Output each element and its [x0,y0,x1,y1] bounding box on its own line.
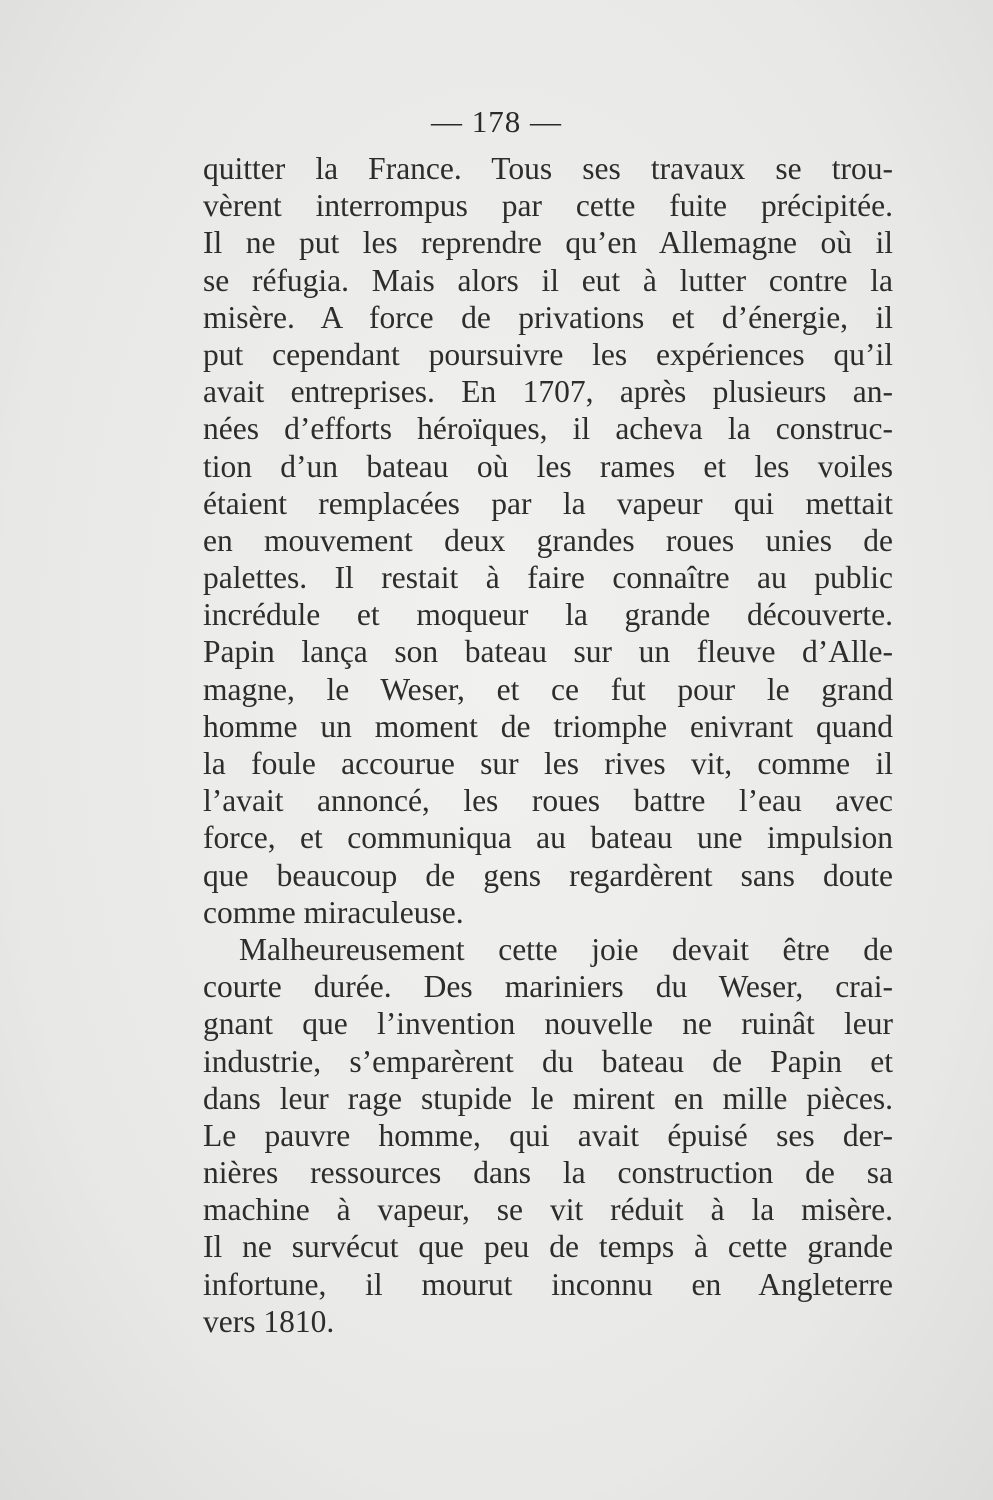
text-line: industrie, s’emparèrent du bateau de Papin et [203,1043,893,1079]
text-line: homme un moment de triomphe enivrant quand [203,708,893,744]
text-line: Malheureusement cette joie devait être de [239,931,893,967]
text-line: tion d’un bateau où les rames et les voiles [203,448,893,484]
text-line: force, et communiqua au bateau une impulsion [203,820,893,856]
text-line: Papin lança son bateau sur un fleuve d’Alle- [203,634,893,670]
text-line: Il ne survécut que peu de temps à cette grande [203,1229,893,1265]
text-line: nières ressources dans la construction de sa [203,1155,893,1191]
text-line: palettes. Il restait à faire connaître au public [203,560,893,596]
text-line: vers 1810. [203,1303,335,1339]
page-number: — 178 — [431,104,562,139]
text-line: avait entreprises. En 1707, après plusieurs an- [203,374,893,410]
text-line: quitter la France. Tous ses travaux se trou- [203,151,893,186]
text-line: put cependant poursuivre les expériences qu’il [203,336,893,372]
text-line: dans leur rage stupide le mirent en mille pièces. [203,1080,893,1116]
text-line: se réfugia. Mais alors il eut à lutter contre la [203,262,893,298]
paragraph-1 [203,150,893,931]
paragraph-2 [203,931,893,1340]
text-line: que beaucoup de gens regardèrent sans doute [203,857,893,893]
text-line: incrédule et moqueur la grande découverte. [203,597,893,633]
text-line: gnant que l’invention nouvelle ne ruinât leur [203,1006,893,1042]
text-line: la foule accourue sur les rives vit, comme il [203,746,893,781]
text-line: Le pauvre homme, qui avait épuisé ses der- [203,1117,893,1153]
text-line: comme miraculeuse. [203,894,464,930]
text-line: l’avait annoncé, les roues battre l’eau avec [203,783,893,819]
text-line: en mouvement deux grandes roues unies de [203,522,893,558]
text-line: magne, le Weser, et ce fut pour le grand [203,671,893,707]
body-text [203,150,893,1340]
text-line: infortune, il mourut inconnu en Angleterre [203,1266,893,1302]
text-line: vèrent interrompus par cette fuite précipitée. [203,188,893,224]
text-line: machine à vapeur, se vit réduit à la misère. [203,1192,893,1228]
text-line: courte durée. Des mariniers du Weser, crai- [203,969,893,1005]
text-line: misère. A force de privations et d’énergie, il [203,299,893,335]
text-line: nées d’efforts héroïques, il acheva la construc- [203,411,893,447]
text-line: Il ne put les reprendre qu’en Allemagne où il [203,225,893,261]
text-line: étaient remplacées par la vapeur qui mettait [203,485,893,521]
